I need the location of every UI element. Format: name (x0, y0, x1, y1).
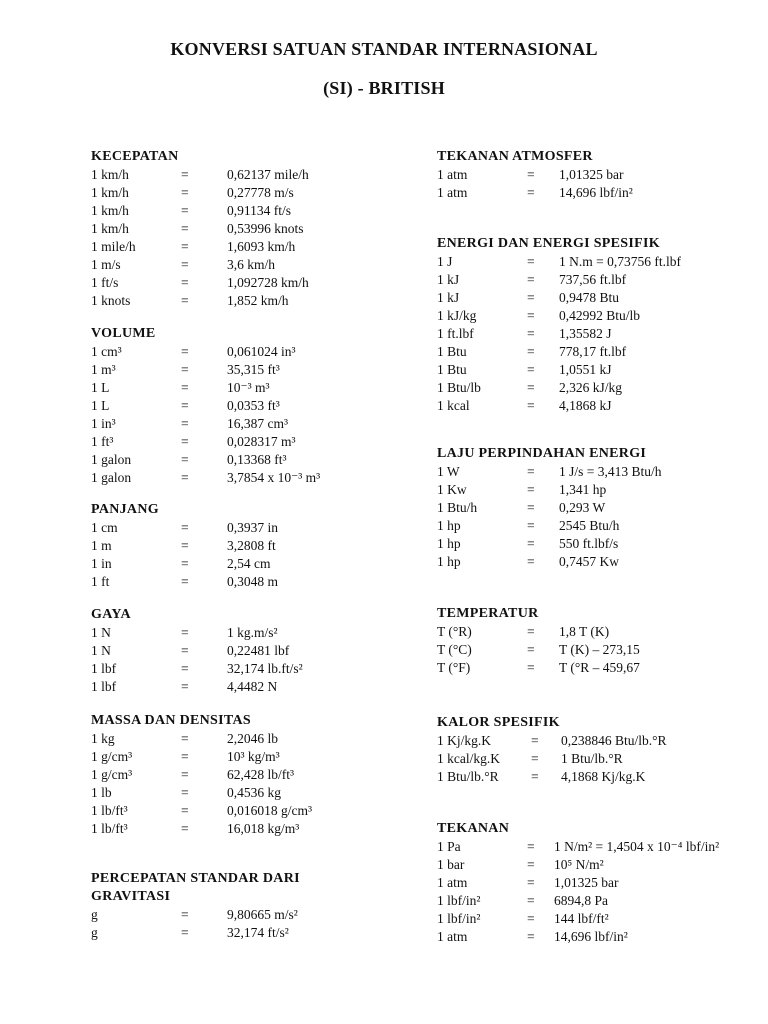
document-title: KONVERSI SATUAN STANDAR INTERNASIONAL (170, 39, 598, 59)
row-value: 550 ft.lbf/s (559, 536, 619, 551)
row-value: 0,293 W (559, 500, 606, 515)
row-unit: 1 knots (91, 293, 131, 308)
row-unit: 1 Kw (437, 482, 467, 497)
row-unit: 1 Btu (437, 362, 467, 377)
conversion-row (437, 166, 624, 184)
conversion-row (437, 641, 640, 659)
row-unit: 1 mile/h (91, 239, 136, 254)
row-equals: = (181, 821, 189, 836)
section-temperatur (437, 605, 640, 677)
row-equals: = (181, 275, 189, 290)
row-unit: 1 g/cm³ (91, 749, 133, 764)
conversion-row (437, 892, 608, 910)
conversion-row (91, 202, 291, 220)
section-heading-line2: GRAVITASI (91, 889, 171, 904)
section-panjang (91, 501, 279, 591)
conversion-row (91, 379, 270, 397)
row-unit: 1 Pa (437, 839, 461, 854)
section-heading: TEKANAN (437, 821, 510, 836)
section-heading: LAJU PERPINDAHAN ENERGI (437, 446, 647, 461)
row-value: 62,428 lb/ft³ (227, 767, 295, 782)
row-value: 1,6093 km/h (227, 239, 296, 254)
row-equals: = (181, 643, 189, 658)
row-unit: 1 lb (91, 785, 112, 800)
conversion-row (91, 274, 309, 292)
conversion-row (91, 451, 287, 469)
conversion-row (437, 361, 660, 379)
row-equals: = (527, 642, 535, 657)
row-value: 0,53996 knots (227, 221, 304, 236)
row-value: 1 J/s = 3,413 Btu/h (559, 464, 662, 479)
row-value: 1,8 T (K) (559, 624, 610, 639)
section-heading: KALOR SPESIFIK (437, 715, 560, 730)
conversion-row (437, 535, 646, 553)
row-unit: 1 km/h (91, 167, 129, 182)
section-heading: GAYA (91, 607, 131, 622)
row-equals: = (527, 536, 535, 551)
row-equals: = (527, 482, 535, 497)
row-equals: = (181, 925, 189, 940)
conversion-row (91, 220, 304, 238)
row-unit: 1 lbf (91, 661, 117, 676)
conversion-row (437, 253, 681, 271)
row-value: 9,80665 m/s² (227, 907, 298, 922)
conversion-row (437, 343, 660, 361)
section-tekanan-atmosfer (437, 148, 633, 202)
row-equals: = (527, 929, 535, 944)
conversion-row (437, 271, 660, 289)
conversion-row (91, 469, 321, 487)
row-unit: 1 in³ (91, 416, 116, 431)
conversion-row (91, 415, 289, 433)
row-value: 10⁵ N/m² (554, 857, 604, 872)
conversion-row (91, 555, 271, 573)
row-unit: 1 ft³ (91, 434, 114, 449)
row-unit: 1 ft (91, 574, 110, 589)
row-unit: 1 kJ (437, 272, 460, 287)
row-equals: = (527, 893, 535, 908)
row-value: 4,1868 Kj/kg.K (561, 769, 646, 784)
row-unit: 1 m³ (91, 362, 116, 377)
conversion-row (91, 784, 281, 802)
row-value: 0,27778 m/s (227, 185, 294, 200)
conversion-row (437, 481, 646, 499)
conversion-row (91, 730, 279, 748)
row-equals: = (181, 362, 189, 377)
conversion-row (91, 519, 279, 537)
row-unit: 1 Btu (437, 344, 467, 359)
row-equals: = (181, 785, 189, 800)
row-equals: = (181, 344, 189, 359)
conversion-row (91, 433, 296, 451)
row-unit: 1 L (91, 398, 110, 413)
section-heading: MASSA DAN DENSITAS (91, 713, 251, 728)
row-equals: = (531, 733, 539, 748)
row-value: 778,17 ft.lbf (559, 344, 627, 359)
conversion-row (437, 838, 720, 856)
section-gaya (91, 606, 303, 696)
conversion-row (437, 750, 623, 768)
row-equals: = (527, 272, 535, 287)
section-kecepatan (91, 148, 309, 310)
row-unit: 1 Kj/kg.K (437, 733, 491, 748)
row-value: 0,91134 ft/s (227, 203, 291, 218)
conversion-row (437, 289, 660, 307)
row-equals: = (181, 221, 189, 236)
row-unit: T (°R) (437, 624, 472, 639)
row-value: 0,238846 Btu/lb.°R (561, 733, 667, 748)
section-tekanan (437, 820, 720, 946)
row-equals: = (527, 911, 535, 926)
conversion-row (437, 623, 610, 641)
row-value: 35,315 ft³ (227, 362, 280, 377)
row-unit: 1 L (91, 380, 110, 395)
conversion-row (91, 924, 300, 942)
row-value: 10⁻³ m³ (227, 380, 270, 395)
conversion-row (91, 343, 296, 361)
row-equals: = (181, 416, 189, 431)
row-value: 737,56 ft.lbf (559, 272, 627, 287)
row-value: 1,852 km/h (227, 293, 289, 308)
row-equals: = (531, 769, 539, 784)
row-unit: 1 hp (437, 518, 461, 533)
conversion-row (437, 910, 609, 928)
conversion-row (91, 537, 276, 555)
conversion-row (91, 642, 290, 660)
conversion-row (437, 856, 604, 874)
row-value: 1 N.m = 0,73756 ft.lbf (559, 254, 681, 269)
conversion-row (437, 659, 640, 677)
row-equals: = (181, 574, 189, 589)
row-value: 0,061024 in³ (227, 344, 296, 359)
conversion-row (437, 928, 628, 946)
row-value: 14,696 lbf/in² (554, 929, 628, 944)
document-subtitle: (SI) - BRITISH (323, 78, 445, 98)
row-equals: = (181, 434, 189, 449)
row-value: 0,7457 Kw (559, 554, 619, 569)
conversion-row (91, 256, 276, 274)
row-value: 1,01325 bar (554, 875, 619, 890)
row-unit: 1 Btu/lb.°R (437, 769, 499, 784)
row-unit: 1 kcal/kg.K (437, 751, 500, 766)
row-equals: = (527, 464, 535, 479)
row-equals: = (527, 839, 535, 854)
row-equals: = (527, 857, 535, 872)
row-value: 10³ kg/m³ (227, 749, 280, 764)
row-equals: = (181, 167, 189, 182)
row-unit: 1 atm (437, 929, 468, 944)
row-equals: = (181, 452, 189, 467)
row-unit: 1 kcal (437, 398, 470, 413)
row-unit: 1 km/h (91, 203, 129, 218)
conversion-row (91, 766, 295, 784)
row-value: 6894,8 Pa (554, 893, 608, 908)
row-value: 4,1868 kJ (559, 398, 612, 413)
row-unit: 1 J (437, 254, 453, 269)
row-equals: = (181, 731, 189, 746)
row-value: 0,3937 in (227, 520, 279, 535)
row-equals: = (527, 554, 535, 569)
conversion-row (91, 748, 280, 766)
row-value: 32,174 ft/s² (227, 925, 289, 940)
row-equals: = (527, 660, 535, 675)
row-unit: 1 kJ/kg (437, 308, 477, 323)
section-laju-perpindahan-energi (437, 445, 662, 571)
conversion-row (437, 463, 662, 481)
row-unit: 1 atm (437, 185, 468, 200)
row-unit: 1 atm (437, 875, 468, 890)
section-percepatan-gravitasi (91, 870, 300, 942)
row-unit: 1 km/h (91, 221, 129, 236)
row-unit: 1 bar (437, 857, 465, 872)
row-equals: = (181, 380, 189, 395)
row-unit: 1 ft/s (91, 275, 119, 290)
row-value: 16,387 cm³ (227, 416, 289, 431)
conversion-row (437, 553, 646, 571)
row-equals: = (181, 257, 189, 272)
row-value: 1,35582 J (559, 326, 612, 341)
row-value: T (°R – 459,67 (559, 660, 640, 675)
conversion-row (437, 379, 660, 397)
row-equals: = (527, 326, 535, 341)
row-value: 1,341 hp (559, 482, 607, 497)
conversion-row (91, 906, 300, 924)
row-equals: = (181, 398, 189, 413)
row-equals: = (181, 767, 189, 782)
row-value: 0,028317 m³ (227, 434, 296, 449)
row-equals: = (527, 290, 535, 305)
row-value: 0,016018 g/cm³ (227, 803, 313, 818)
section-heading: TEMPERATUR (437, 606, 539, 621)
row-unit: 1 galon (91, 452, 132, 467)
row-unit: 1 g/cm³ (91, 767, 133, 782)
row-equals: = (527, 500, 535, 515)
conversion-row (437, 732, 667, 750)
conversion-row (91, 166, 309, 184)
row-value: 1,0551 kJ (559, 362, 612, 377)
conversion-row (91, 292, 289, 310)
row-equals: = (181, 625, 189, 640)
row-equals: = (527, 362, 535, 377)
row-equals: = (527, 308, 535, 323)
row-value: 1 kg.m/s² (227, 625, 278, 640)
row-unit: 1 hp (437, 554, 461, 569)
row-value: T (K) – 273,15 (559, 642, 640, 657)
row-value: 3,2808 ft (227, 538, 276, 553)
row-value: 0,3048 m (227, 574, 279, 589)
section-heading: VOLUME (91, 326, 156, 341)
conversion-row (437, 397, 660, 415)
row-equals: = (527, 624, 535, 639)
row-unit: 1 lbf/in² (437, 893, 481, 908)
row-equals: = (527, 398, 535, 413)
row-value: 3,6 km/h (227, 257, 276, 272)
row-value: 2545 Btu/h (559, 518, 620, 533)
conversion-row (91, 238, 296, 256)
row-equals: = (527, 344, 535, 359)
row-equals: = (181, 749, 189, 764)
section-heading: PANJANG (91, 502, 159, 517)
row-equals: = (527, 167, 535, 182)
row-unit: 1 N (91, 643, 111, 658)
conversion-row (91, 820, 300, 838)
section-heading: KECEPATAN (91, 149, 179, 164)
conversion-row (437, 499, 646, 517)
row-equals: = (181, 185, 189, 200)
row-equals: = (181, 470, 189, 485)
row-value: 32,174 lb.ft/s² (227, 661, 303, 676)
section-massa-densitas (91, 712, 313, 838)
row-equals: = (527, 254, 535, 269)
row-equals: = (181, 679, 189, 694)
row-equals: = (531, 751, 539, 766)
row-unit: 1 lbf/in² (437, 911, 481, 926)
conversion-row (91, 802, 313, 820)
row-unit: 1 Btu/lb (437, 380, 481, 395)
row-value: 144 lbf/ft² (554, 911, 609, 926)
row-value: 0,13368 ft³ (227, 452, 287, 467)
row-unit: 1 N (91, 625, 111, 640)
conversion-row (91, 361, 280, 379)
row-value: 2,54 cm (227, 556, 271, 571)
row-unit: T (°C) (437, 642, 472, 657)
row-value: 2,326 kJ/kg (559, 380, 623, 395)
row-unit: 1 km/h (91, 185, 129, 200)
row-equals: = (181, 907, 189, 922)
section-heading: TEKANAN ATMOSFER (437, 149, 593, 164)
conversion-row (91, 397, 280, 415)
conversion-row (91, 624, 278, 642)
row-unit: 1 hp (437, 536, 461, 551)
row-unit: 1 cm (91, 520, 118, 535)
row-value: 1 Btu/lb.°R (561, 751, 623, 766)
row-equals: = (181, 538, 189, 553)
row-unit: 1 m/s (91, 257, 121, 272)
row-unit: 1 ft.lbf (437, 326, 474, 341)
row-unit: 1 Btu/h (437, 500, 478, 515)
row-value: 2,2046 lb (227, 731, 279, 746)
row-equals: = (527, 518, 535, 533)
conversion-row (91, 184, 294, 202)
row-value: 1 N/m² = 1,4504 x 10⁻⁴ lbf/in² (554, 839, 720, 854)
row-unit: 1 lb/ft³ (91, 821, 128, 836)
row-unit: 1 galon (91, 470, 132, 485)
conversion-row (91, 678, 278, 696)
row-equals: = (181, 520, 189, 535)
row-value: 4,4482 N (227, 679, 278, 694)
row-equals: = (181, 803, 189, 818)
row-value: 0,0353 ft³ (227, 398, 280, 413)
row-value: 16,018 kg/m³ (227, 821, 300, 836)
row-value: 0,22481 lbf (227, 643, 290, 658)
row-value: 0,42992 Btu/lb (559, 308, 641, 323)
row-unit: g (91, 907, 98, 922)
row-unit: 1 cm³ (91, 344, 122, 359)
row-value: 0,62137 mile/h (227, 167, 309, 182)
conversion-row (437, 325, 660, 343)
row-value: 3,7854 x 10⁻³ m³ (227, 470, 321, 485)
row-unit: 1 kg (91, 731, 115, 746)
row-value: 0,9478 Btu (559, 290, 620, 305)
conversion-row (91, 660, 303, 678)
section-heading-line1: PERCEPATAN STANDAR DARI (91, 871, 300, 886)
section-kalor-spesifik (437, 714, 667, 786)
row-unit: 1 in (91, 556, 112, 571)
row-value: 1,092728 km/h (227, 275, 309, 290)
row-value: 14,696 lbf/in² (559, 185, 633, 200)
section-heading: ENERGI DAN ENERGI SPESIFIK (437, 236, 660, 251)
conversion-row (437, 184, 633, 202)
row-value: 1,01325 bar (559, 167, 624, 182)
row-unit: 1 lb/ft³ (91, 803, 128, 818)
conversion-row (437, 768, 646, 786)
section-energi-spesifik (437, 235, 681, 415)
row-equals: = (527, 185, 535, 200)
row-equals: = (527, 875, 535, 890)
conversion-row (437, 307, 660, 325)
row-unit: 1 kJ (437, 290, 460, 305)
row-unit: 1 atm (437, 167, 468, 182)
conversion-row (91, 573, 279, 591)
row-equals: = (181, 239, 189, 254)
row-unit: 1 W (437, 464, 460, 479)
row-unit: g (91, 925, 98, 940)
row-equals: = (181, 203, 189, 218)
conversion-row (437, 517, 646, 535)
conversion-row (437, 874, 619, 892)
row-equals: = (527, 380, 535, 395)
row-unit: T (°F) (437, 660, 471, 675)
row-unit: 1 lbf (91, 679, 117, 694)
section-volume (91, 325, 321, 487)
row-equals: = (181, 293, 189, 308)
row-equals: = (181, 556, 189, 571)
row-equals: = (181, 661, 189, 676)
row-unit: 1 m (91, 538, 112, 553)
row-value: 0,4536 kg (227, 785, 281, 800)
